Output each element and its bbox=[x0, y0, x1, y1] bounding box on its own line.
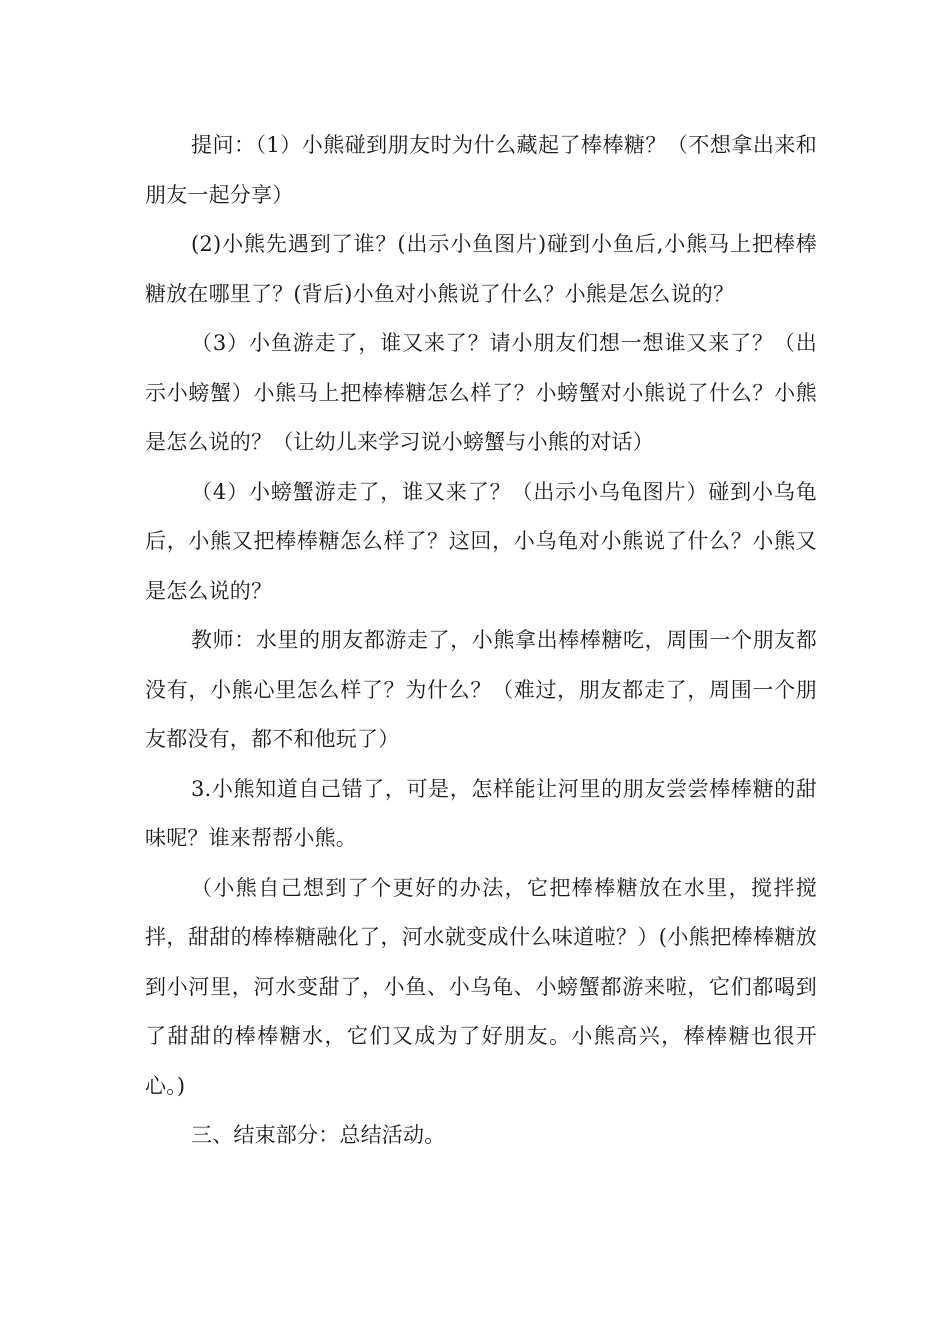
paragraph-step-3: 3.小熊知道自己错了，可是，怎样能让河里的朋友尝尝棒棒糖的甜味呢？谁来帮帮小熊。 bbox=[145, 776, 817, 850]
paragraph-solution: （小熊自己想到了个更好的办法，它把棒棒糖放在水里，搅拌搅拌，甜甜的棒棒糖融化了，河水就变成什么味道啦？）(小熊把棒棒糖放到小河里，河水变甜了，小鱼、小乌龟、小螃蟹都游来啦，它们都喝到了甜甜的棒棒糖水，它们又成为了好朋友。小熊高兴，棒棒糖也很开心。) bbox=[145, 875, 817, 1098]
paragraph-question-1: 提问：（1）小熊碰到朋友时为什么藏起了棒棒糖？（不想拿出来和朋友一起分享） bbox=[145, 133, 817, 207]
paragraph-question-2: (2)小熊先遇到了谁？(出示小鱼图片)碰到小鱼后,小熊马上把棒棒糖放在哪里了？(背后)小鱼对小熊说了什么？小熊是怎么说的？ bbox=[145, 232, 817, 306]
paragraph-question-4: （4）小螃蟹游走了，谁又来了？（出示小乌龟图片）碰到小乌龟后，小熊又把棒棒糖怎么样了？这回，小乌龟对小熊说了什么？小熊又是怎么说的？ bbox=[145, 479, 817, 603]
document-body bbox=[145, 121, 817, 1161]
paragraph-teacher: 教师：水里的朋友都游走了，小熊拿出棒棒糖吃，周围一个朋友都没有，小熊心里怎么样了？为什么？（难过，朋友都走了，周围一个朋友都没有，都不和他玩了） bbox=[145, 628, 817, 751]
paragraph-question-3: （3）小鱼游走了，谁又来了？请小朋友们想一想谁又来了？（出示小螃蟹）小熊马上把棒棒糖怎么样了？小螃蟹对小熊说了什么？小熊是怎么说的？（让幼儿来学习说小螃蟹与小熊的对话） bbox=[145, 331, 817, 454]
paragraph-ending-section: 三、结束部分：总结活动。 bbox=[191, 1123, 446, 1147]
